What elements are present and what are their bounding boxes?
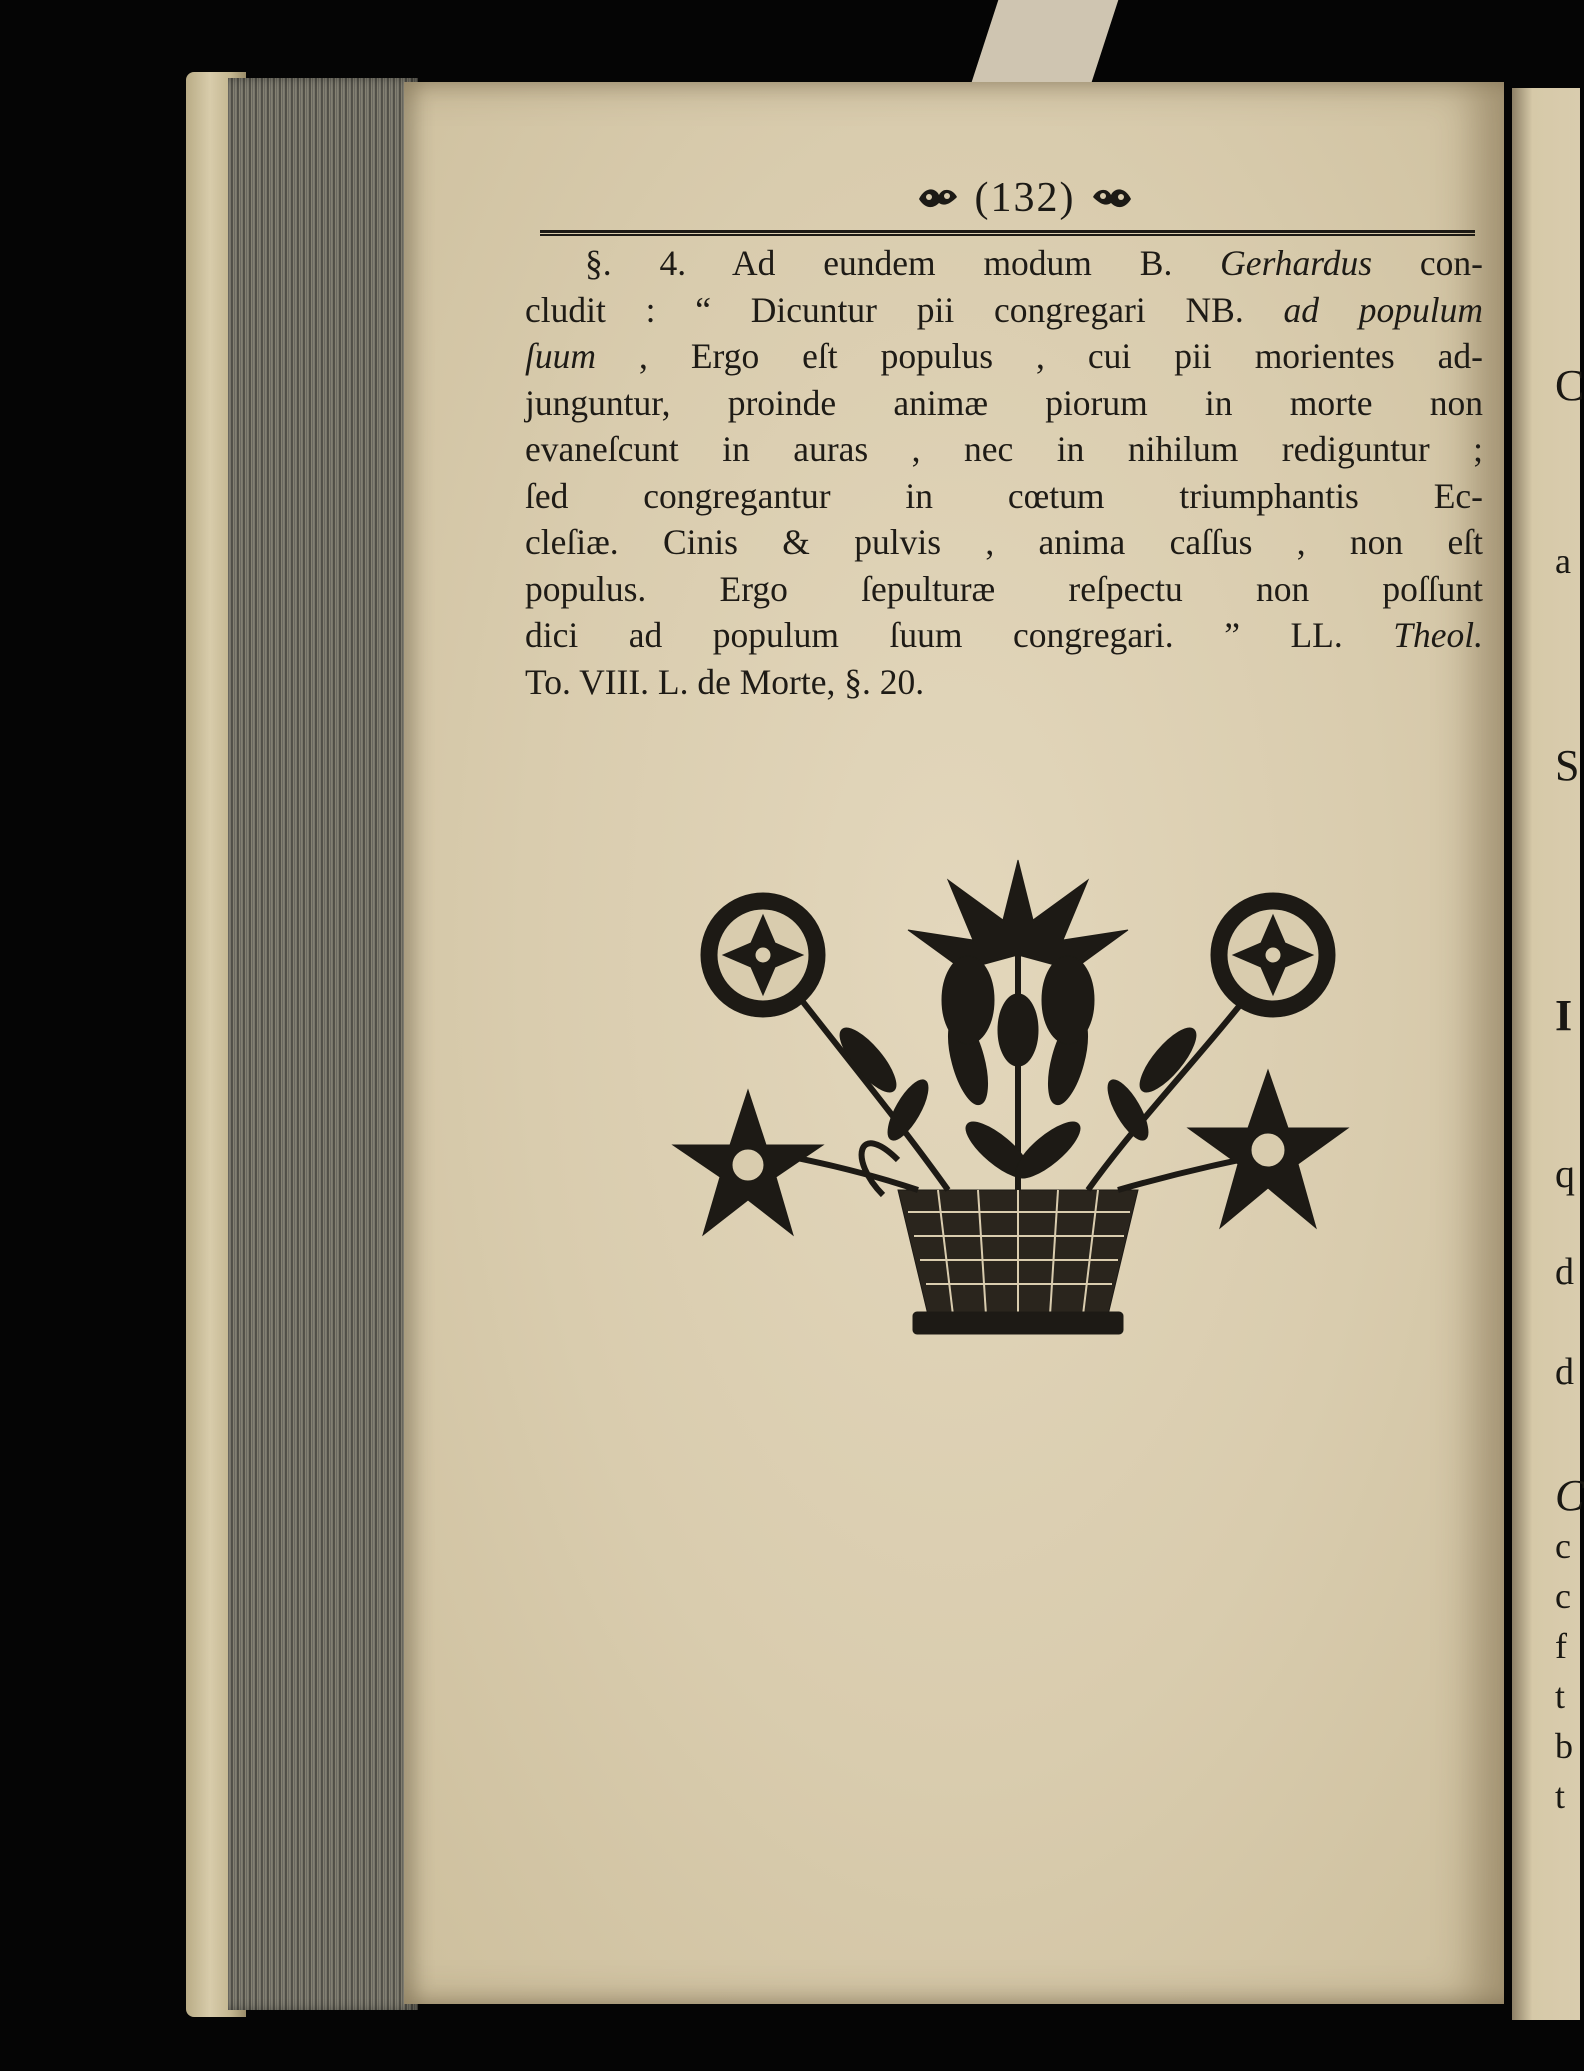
facing-glyph: b xyxy=(1555,1726,1573,1766)
facing-glyph: a xyxy=(1555,541,1571,581)
text-line: ſuum , Ergo eſt populus , cui pii morientes ad- xyxy=(525,336,1483,376)
facing-glyph: t xyxy=(1555,1776,1566,1816)
facing-glyph: f xyxy=(1555,1626,1567,1666)
facing-glyph: c xyxy=(1555,1576,1571,1616)
facing-glyph: S xyxy=(1555,741,1580,790)
facing-glyph: C xyxy=(1555,1471,1584,1520)
facing-glyph: C xyxy=(1555,361,1584,410)
facing-glyph: t xyxy=(1555,1676,1566,1716)
fleuron-right-icon xyxy=(1089,181,1135,215)
text-line: populus. Ergo ſepulturæ reſpectu non poſſunt xyxy=(525,568,1483,609)
facing-glyph: I xyxy=(1555,991,1573,1040)
text-line: To. VIII. L. de Morte, §. 20. xyxy=(525,661,925,702)
page-tab xyxy=(972,0,1119,82)
header-rule xyxy=(540,230,1475,236)
facing-glyph: d xyxy=(1555,1251,1574,1293)
text-line: cleſiæ. Cinis & pulvis , anima caſſus , non eſt xyxy=(525,522,1483,562)
text-line: dici ad populum ſuum congregari. ” LL. Theol. xyxy=(525,615,1483,655)
text-line: §. 4. Ad eundem modum B. Gerhardus con- xyxy=(585,243,1483,283)
text-line: ſed congregantur in cœtum triumphantis Ec- xyxy=(525,475,1483,516)
page-header xyxy=(860,168,1190,228)
text-line: cludit : “ Dicuntur pii congregari NB. ad populum xyxy=(525,289,1484,330)
facing-glyph: d xyxy=(1555,1351,1574,1393)
facing-glyph: q xyxy=(1555,1151,1575,1196)
page-edges xyxy=(228,78,418,2010)
facing-glyph: c xyxy=(1555,1526,1571,1566)
page-number: (132) xyxy=(974,175,1076,221)
body-text xyxy=(525,240,1483,705)
facing-page-text xyxy=(1555,150,1584,1850)
fleuron-left-icon xyxy=(915,181,961,215)
flower-basket-woodcut-icon xyxy=(668,860,1368,1340)
text-line: junguntur, proinde animæ piorum in morte non xyxy=(525,382,1483,423)
text-line: evaneſcunt in auras , nec in nihilum rediguntur ; xyxy=(525,429,1483,469)
